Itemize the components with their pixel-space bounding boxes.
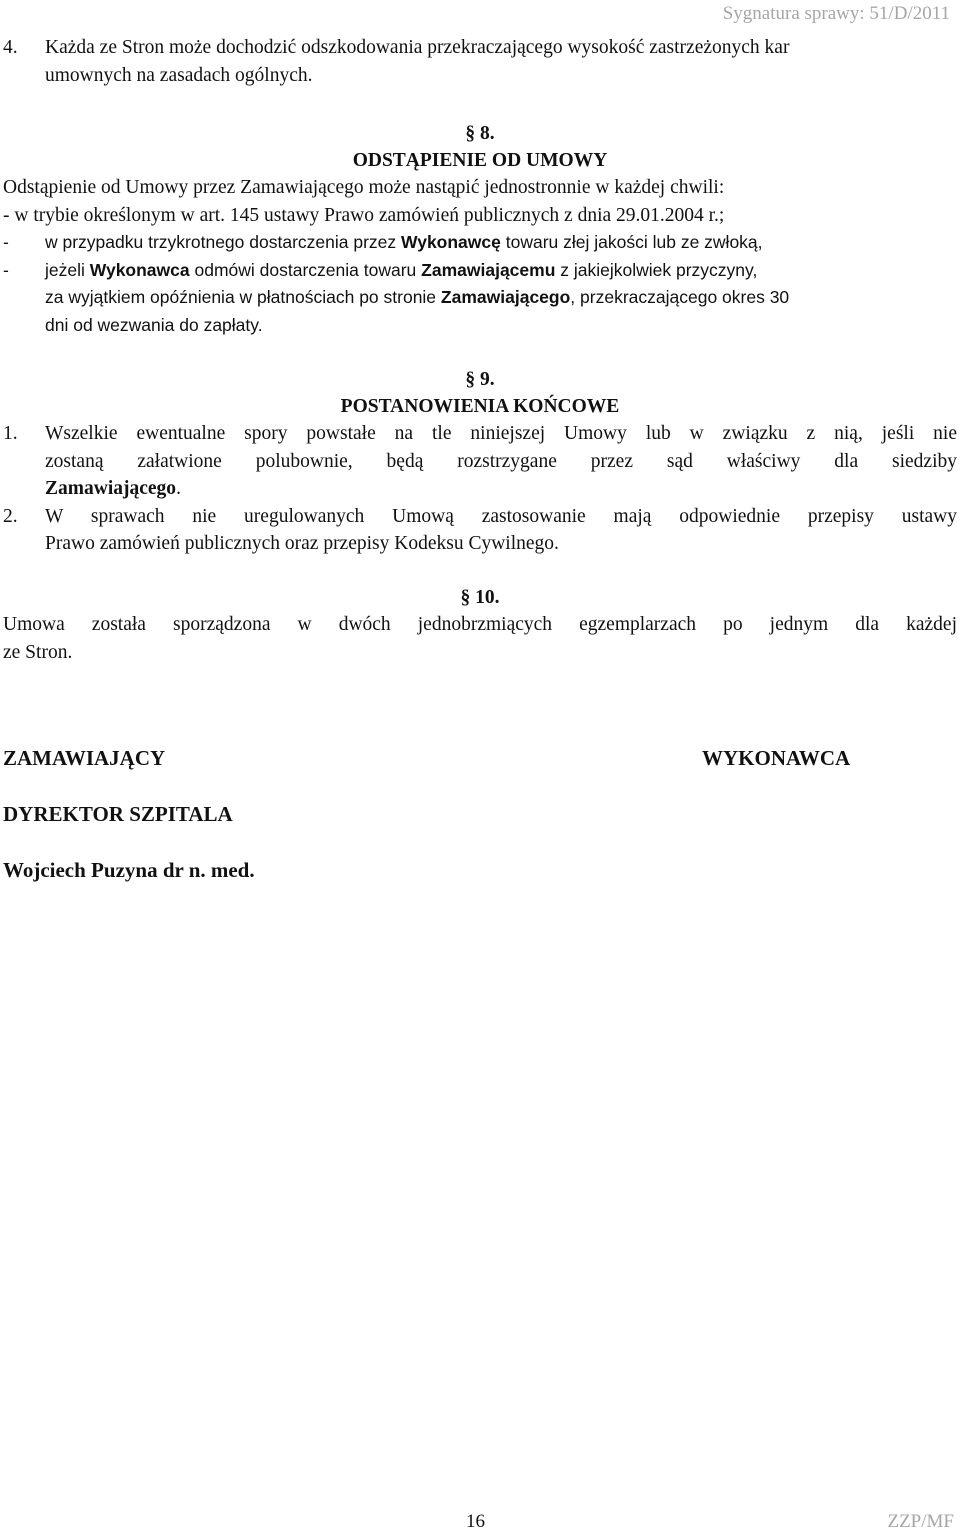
bullet-dash: - [3,232,9,252]
section-8-bullet-1: - w trybie określonym w art. 145 ustawy Prawo zamówień publicznych z dnia 29.01.2004 r.; [3,204,725,226]
bullet-text: towaru złej jakości lub ze zwłoką, [505,232,763,252]
signature-party-left: ZAMAWIAJĄCY [3,746,166,770]
bullet-text: w przypadku trzykrotnego dostarczenia przez [45,232,397,252]
signature-name: Wojciech Puzyna dr n. med. [3,858,255,882]
section-8-number: § 8. [465,123,495,144]
footer-initials: ZZP/MF [887,1511,954,1532]
item-number: 1. [3,423,18,444]
clause-text: umownych na zasadach ogólnych. [45,64,313,86]
section-9-title: POSTANOWIENIA KOŃCOWE [340,396,620,417]
section-10-body [3,611,957,666]
section-9-item-1 [3,420,957,448]
section-9-item-1-end [3,475,957,503]
section-10-line-2: ze Stron. [3,641,73,663]
item-number: 2. [3,505,18,527]
bullet-text: jeżeli [45,259,85,280]
item-text: zostaną załatwione polubownie, będą rozstrzygane przez sąd właściwy dla siedziby [45,450,957,472]
bullet-text: odmówi dostarczenia towaru [194,259,417,280]
section-9-item-2 [3,503,957,531]
contract-clause-item-4 [3,34,957,89]
signature-role: DYREKTOR SZPITALA [3,802,233,826]
case-number-header: Sygnatura sprawy: 51/D/2011 [722,3,950,24]
bullet-bold-text: Zamawiającego [440,287,571,307]
bullet-text: z jakiejkolwiek przyczyny, [560,259,758,280]
section-10-number: § 10. [460,587,500,608]
clause-line [3,62,957,90]
bullet-text: dni od wezwania do zapłaty. [45,314,263,335]
clause-text: Każda ze Stron może dochodzić odszkodowania przekraczającego wysokość zastrzeżonych kar [45,37,790,58]
signature-party-right: WYKONAWCA [702,746,851,770]
section-9-number: § 9. [465,369,495,390]
bullet-bold-text: Wykonawca [89,259,190,280]
clause-line [3,34,957,62]
bullet-bold-text: Wykonawcę [401,232,501,252]
item-number: 4. [3,37,18,58]
section-8-intro: Odstąpienie od Umowy przez Zamawiającego może nastąpić jednostronnie w każdej chwili: [3,177,725,198]
section-8-bullet-2 [3,229,957,257]
bullet-text: za wyjątkiem opóźnienia w płatnościach po stronie [45,287,437,307]
section-9-item-2-cont [3,530,957,558]
item-text: . [176,478,181,499]
page-number: 16 [466,1511,485,1532]
section-8-bullet-3 [3,257,957,340]
item-text: W sprawach nie uregulowanych Umową zastosowanie mają odpowiednie przepisy ustawy [45,505,957,527]
item-bold-text: Zamawiającego [45,478,177,499]
item-text: Prawo zamówień publicznych oraz przepisy Kodeksu Cywilnego. [45,533,559,554]
section-10-line-1: Umowa została sporządzona w dwóch jednobrzmiących egzemplarzach po jednym dla każdej [3,614,957,635]
item-text: Wszelkie ewentualne spory powstałe na tle niniejszej Umowy lub w związku z nią, jeśli nie [45,423,957,444]
bullet-text: , przekraczającego okres 30 [570,287,790,307]
section-8-title: ODSTĄPIENIE OD UMOWY [352,150,608,171]
bullet-bold-text: Zamawiającemu [421,259,556,280]
section-8-body [3,174,957,339]
section-9-item-1-cont [3,448,957,476]
bullet-dash: - [3,259,9,280]
section-9-body [3,420,957,558]
